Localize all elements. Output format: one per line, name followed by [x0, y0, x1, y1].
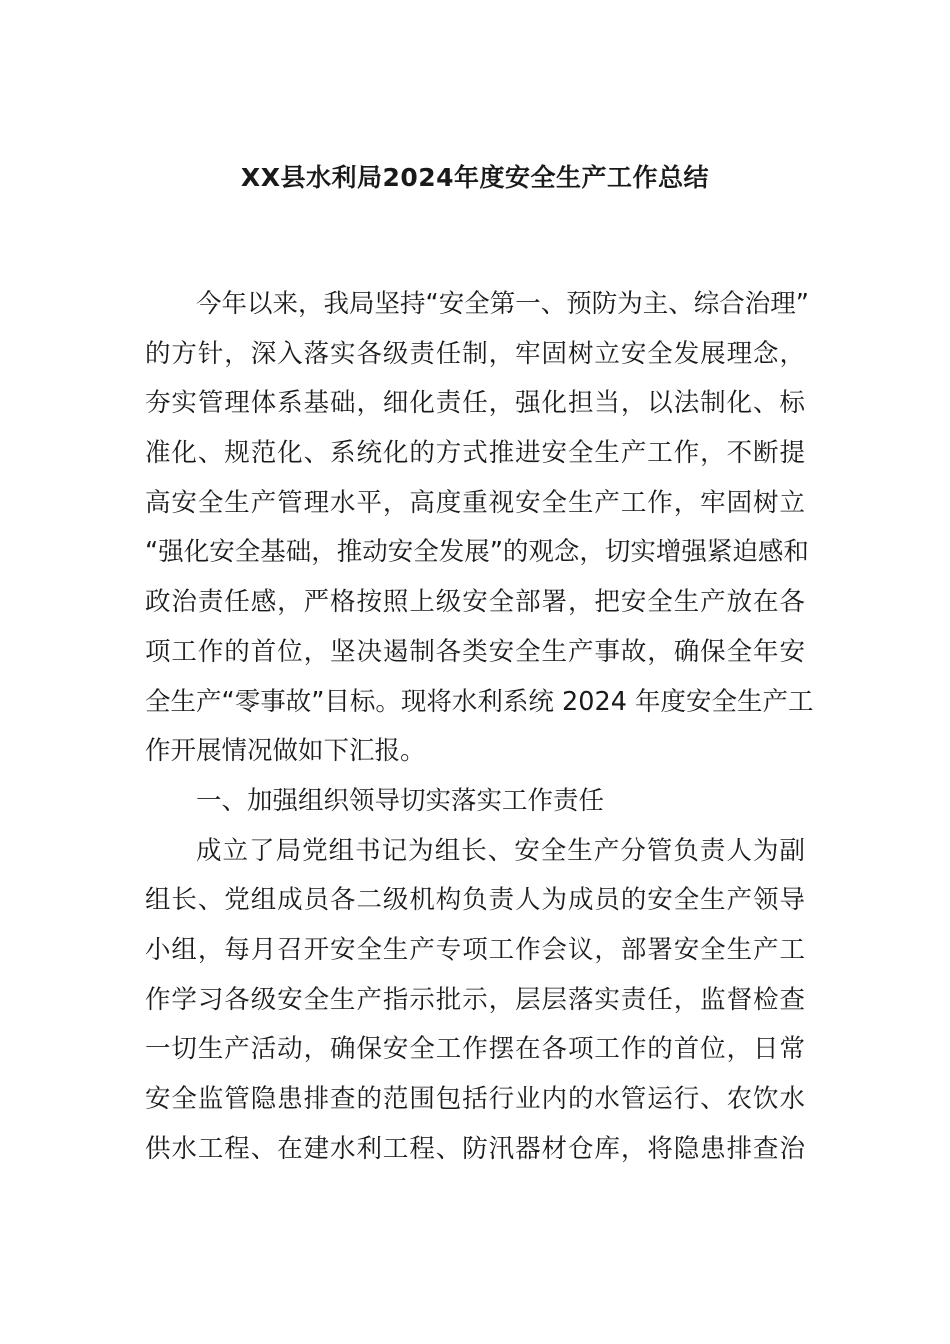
paragraph-line: 一切生产活动，确保安全工作摆在各项工作的首位，日常 — [145, 1034, 805, 1065]
paragraph-line: 小组，每月召开安全生产专项工作会议，部署安全生产工 — [145, 934, 805, 965]
paragraph-line: 供水工程、在建水利工程、防汛器材仓库，将隐患排查治 — [145, 1133, 805, 1164]
paragraph-line: 政治责任感，严格按照上级安全部署，把安全生产放在各 — [145, 587, 805, 618]
paragraph-line: 的方针，深入落实各级责任制，牢固树立安全发展理念， — [145, 338, 805, 369]
paragraph-line: 准化、规范化、系统化的方式推进安全生产工作，不断提 — [145, 438, 805, 469]
document-body — [145, 280, 814, 1174]
paragraph-line: 作开展情况做如下汇报。 — [145, 736, 426, 767]
paragraph-line: 夯实管理体系基础，细化责任，强化担当，以法制化、标 — [145, 388, 805, 419]
paragraph-line: 安全监管隐患排查的范围包括行业内的水管运行、农饮水 — [145, 1084, 805, 1114]
paragraph-line: 作学习各级安全生产指示批示，层层落实责任，监督检查 — [145, 984, 805, 1015]
document-title: XX县水利局2024年度安全生产工作总结 — [240, 163, 710, 192]
paragraph-line: 高安全生产管理水平，高度重视安全生产工作，牢固树立 — [145, 487, 805, 518]
section-heading: 一、加强组织领导切实落实工作责任 — [196, 785, 605, 816]
paragraph-line: 成立了局党组书记为组长、安全生产分管负责人为副 — [196, 835, 805, 866]
paragraph-line: 全生产“零事故”目标。现将水利系统 2024 年度安全生产工 — [145, 686, 814, 717]
paragraph-line: 今年以来，我局坚持“安全第一、预防为主、综合治理” — [196, 289, 809, 319]
paragraph-line: 项工作的首位，坚决遏制各类安全生产事故，确保全年安 — [145, 636, 805, 667]
paragraph-line: 组长、党组成员各二级机构负责人为成员的安全生产领导 — [145, 885, 805, 916]
paragraph-line: “强化安全基础，推动安全发展”的观念，切实增强紧迫感和 — [145, 537, 809, 568]
